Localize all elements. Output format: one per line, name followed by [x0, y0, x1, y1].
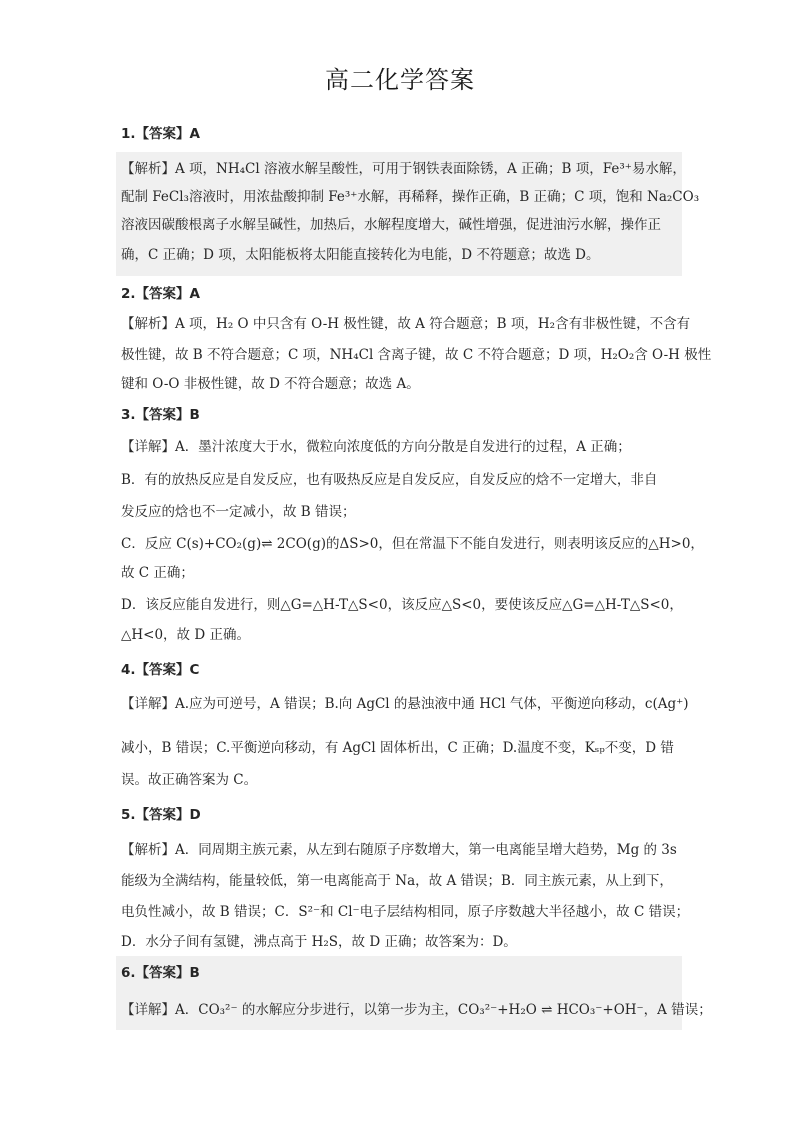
- explanation-line: 电负性减小，故 B 错误；C．S²⁻和 Cl⁻电子层结构相同，原子序数越大半径越小，故 C 错误；: [121, 904, 690, 920]
- explanation-line: 【解析】A 项，H₂ O 中只含有 O-H 极性键，故 A 符合题意；B 项，H₂含有非极性键，不含有: [121, 316, 691, 332]
- explanation-line: 确，C 正确；D 项，太阳能板将太阳能直接转化为电能，D 不符题意；故选 D。: [121, 247, 600, 263]
- explanation-line: B．有的放热反应是自发反应，也有吸热反应是自发反应，自发反应的焓不一定增大，非自: [121, 472, 658, 488]
- explanation-line: 发反应的焓也不一定减小，故 B 错误；: [121, 504, 356, 520]
- explanation-line: D．水分子间有氢键，沸点高于 H₂S，故 D 正确；故答案为：D。: [121, 934, 517, 950]
- answer-5: 5.【答案】D: [121, 807, 201, 823]
- explanation-line: 能级为全满结构，能量较低，第一电离能高于 Na，故 A 错误；B．同主族元素，从上到下，: [121, 873, 673, 889]
- explanation-line: 键和 O-O 非极性键，故 D 不符合题意；故选 A。: [121, 376, 420, 392]
- explanation-line: 减小，B 错误；C.平衡逆向移动，有 AgCl 固体析出，C 正确；D.温度不变，Kₛₚ不变，D 错: [121, 740, 674, 756]
- explanation-line: 【详解】A.应为可逆号，A 错误；B.向 AgCl 的悬浊液中通 HCl 气体，平衡逆向移动，c(Ag⁺): [121, 696, 689, 712]
- page-title: 高二化学答案: [325, 66, 475, 94]
- explanation-line: 【详解】A．墨汁浓度大于水，微粒向浓度低的方向分散是自发进行的过程，A 正确；: [121, 439, 631, 455]
- explanation-line: 【解析】A 项，NH₄Cl 溶液水解呈酸性，可用于钢铁表面除锈，A 正确；B 项，Fe³⁺易水解，: [121, 161, 686, 177]
- answer-4: 4.【答案】C: [121, 662, 200, 678]
- answer-2: 2.【答案】A: [121, 286, 200, 302]
- answer-3: 3.【答案】B: [121, 407, 200, 423]
- answer-6: 6.【答案】B: [121, 965, 200, 981]
- explanation-line: 【解析】A．同周期主族元素，从左到右随原子序数增大，第一电离能呈增大趋势，Mg 的 3s: [121, 842, 677, 858]
- explanation-line: 配制 FeCl₃溶液时，用浓盐酸抑制 Fe³⁺水解，再稀释，操作正确，B 正确；C 项，饱和 Na₂CO₃: [121, 189, 700, 205]
- answer-1: 1.【答案】A: [121, 126, 200, 142]
- explanation-line: △H<0，故 D 正确。: [121, 627, 250, 643]
- explanation-line: C．反应 C(s)+CO₂(g)⇌ 2CO(g)的ΔS>0，但在常温下不能自发进行，则表明该反应的△H>0，: [121, 536, 704, 552]
- explanation-line: 故 C 正确；: [121, 565, 194, 581]
- explanation-line: 极性键，故 B 不符合题意；C 项，NH₄Cl 含离子键，故 C 不符合题意；D 项，H₂O₂含 O-H 极性: [121, 347, 712, 363]
- explanation-line: D．该反应能自发进行，则△G=△H-T△S<0，该反应△S<0，要使该反应△G=△H-T△S<0，: [121, 597, 683, 613]
- explanation-line: 溶液因碳酸根离子水解呈碱性，加热后，水解程度增大，碱性增强，促进油污水解，操作正: [121, 217, 661, 233]
- explanation-line: 误。故正确答案为 C。: [121, 772, 258, 788]
- explanation-line: 【详解】A．CO₃²⁻ 的水解应分步进行，以第一步为主，CO₃²⁻+H₂O ⇌ HCO₃⁻+OH⁻，A 错误；: [121, 1002, 712, 1018]
